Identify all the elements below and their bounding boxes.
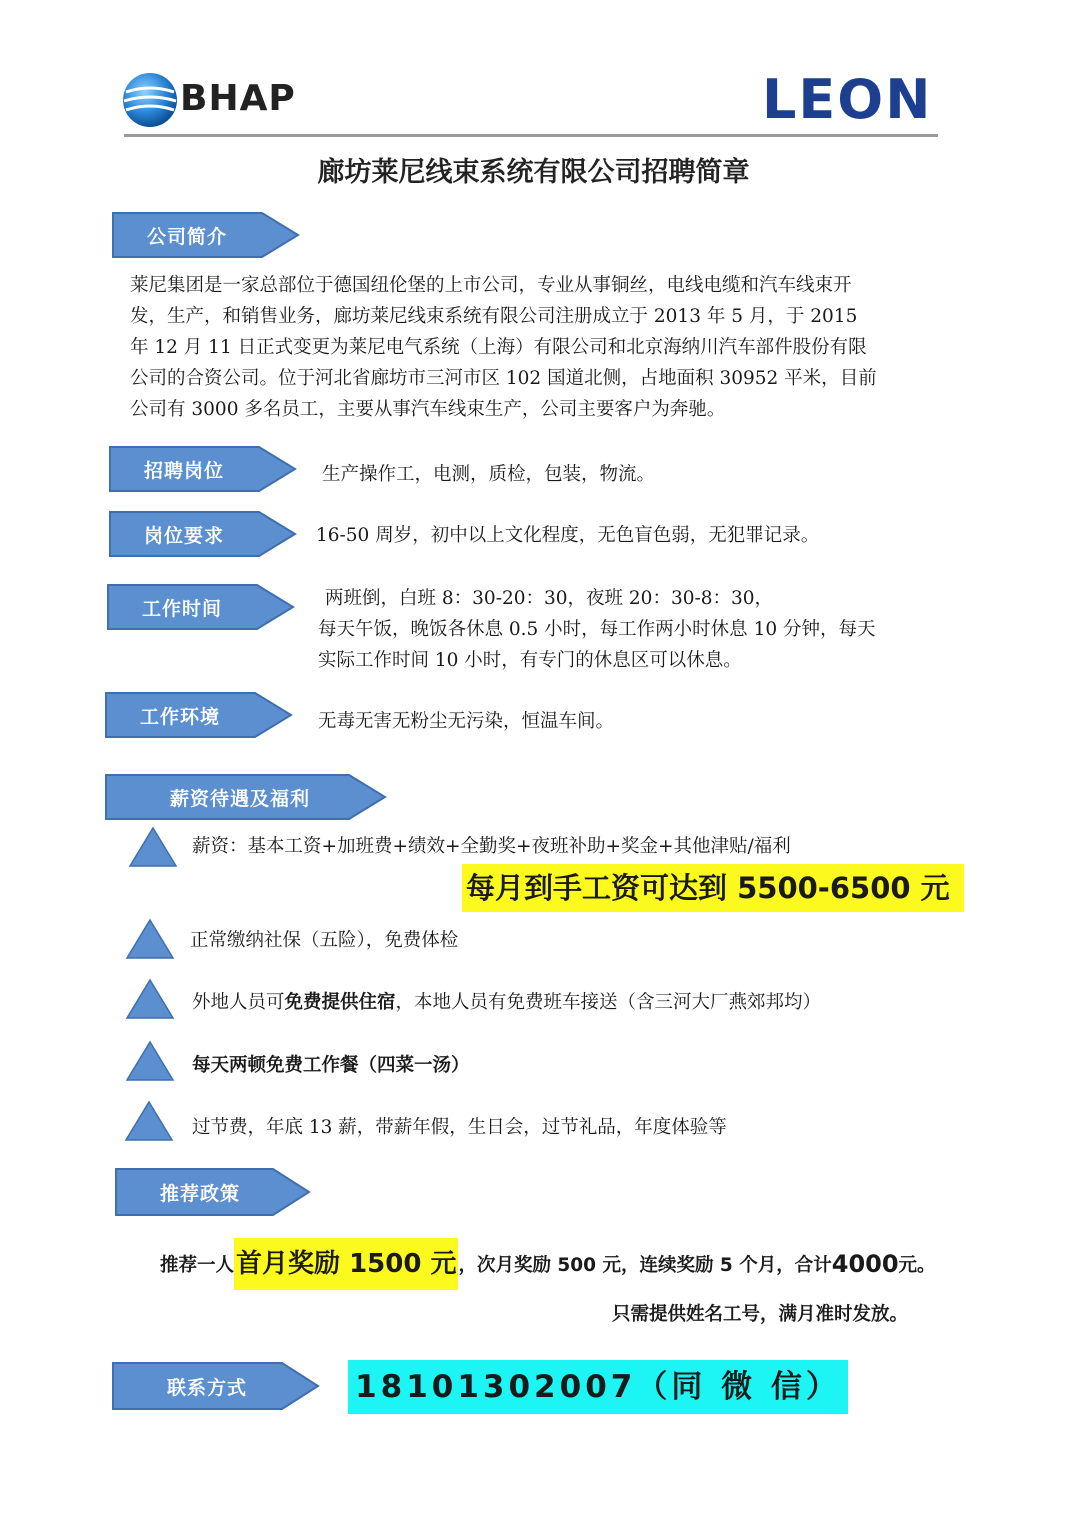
bullet-triangle-icon — [125, 978, 175, 1020]
section-label-text: 推荐政策 — [159, 1182, 240, 1205]
leon-logo-text: LEON — [762, 68, 933, 131]
bhap-logo-text: BHAP — [180, 78, 296, 119]
intro-paragraph — [130, 270, 960, 425]
housing-text — [192, 987, 821, 1018]
insurance-text: 正常缴纳社保（五险），免费体检 — [190, 930, 459, 951]
meals-text: 每天两顿免费工作餐（四菜一汤） — [192, 1055, 470, 1076]
housing-prefix: 外地人员可 — [192, 992, 285, 1013]
section-label-referral — [115, 1168, 311, 1216]
section-label-text: 薪资待遇及福利 — [169, 787, 310, 810]
page-title: 廊坊莱尼线束系统有限公司招聘简章 — [317, 157, 750, 188]
referral-line-1 — [160, 1238, 936, 1290]
hours-line: 两班倒，白班 8：30-20：30，夜班 20：30-8：30， — [325, 588, 774, 609]
section-label-text: 招聘岗位 — [143, 459, 224, 482]
environment-text: 无毒无害无粉尘无污染，恒温车间。 — [318, 711, 615, 732]
bullet-triangle-icon — [125, 1040, 175, 1082]
referral-line-2: 只需提供姓名工号，满月准时发放。 — [612, 1304, 909, 1325]
bullet-triangle-icon — [128, 826, 178, 868]
referral-highlight: 首月奖励 1500 元 — [234, 1238, 458, 1290]
bhap-globe-icon — [120, 70, 180, 130]
section-label-text: 工作时间 — [141, 597, 222, 620]
housing-suffix: ，本地人员有免费班车接送（含三河大厂燕郊邦均） — [395, 992, 822, 1013]
bullet-triangle-icon — [125, 918, 175, 960]
section-label-text: 公司简介 — [146, 225, 227, 248]
section-label-benefits — [105, 774, 387, 820]
intro-line: 年 12 月 11 日正式变更为莱尼电气系统（上海）有限公司和北京海纳川汽车部件股份有限 — [130, 337, 867, 358]
referral-prefix: 推荐一人 — [160, 1255, 235, 1276]
section-label-text: 工作环境 — [139, 705, 220, 728]
section-label-intro — [112, 212, 300, 258]
contact-phone[interactable]: 18101302007（同 微 信） — [348, 1360, 848, 1414]
referral-suffix: 元。 — [898, 1255, 936, 1276]
hours-line: 实际工作时间 10 小时，有专门的休息区可以休息。 — [318, 650, 742, 671]
hours-line: 每天午饭，晚饭各休息 0.5 小时，每工作两小时休息 10 分钟，每天 — [318, 619, 876, 640]
salary-composition-text: 薪资：基本工资+加班费+绩效+全勤奖+夜班补助+奖金+其他津贴/福利 — [192, 836, 791, 857]
section-label-text: 联系方式 — [166, 1376, 247, 1399]
requirements-text: 16-50 周岁，初中以上文化程度，无色盲色弱，无犯罪记录。 — [316, 525, 820, 546]
section-label-text: 岗位要求 — [143, 524, 224, 547]
section-label-positions — [109, 446, 297, 492]
intro-line: 莱尼集团是一家总部位于德国纽伦堡的上市公司，专业从事铜丝，电线电缆和汽车线束开 — [130, 275, 852, 296]
intro-line: 公司的合资公司。位于河北省廊坊市三河市区 102 国道北侧，占地面积 30952 平米，目前 — [130, 368, 877, 389]
positions-text: 生产操作工，电测，质检，包装，物流。 — [322, 464, 656, 485]
header-divider — [124, 134, 938, 137]
section-label-requirements — [109, 511, 297, 557]
other-benefits-text: 过节费，年底 13 薪，带薪年假，生日会，过节礼品，年度体验等 — [192, 1117, 727, 1138]
referral-total: 4000 — [831, 1250, 899, 1278]
bullet-triangle-icon — [124, 1100, 174, 1142]
section-label-hours — [107, 584, 295, 630]
section-label-environment — [105, 692, 293, 738]
hours-text — [318, 583, 948, 676]
referral-mid: ，次月奖励 500 元，连续奖励 5 个月，合计 — [458, 1255, 832, 1276]
section-label-contact — [112, 1362, 320, 1410]
salary-highlight: 每月到手工资可达到 5500-6500 元 — [462, 864, 964, 912]
intro-line: 发，生产，和销售业务，廊坊莱尼线束系统有限公司注册成立于 2013 年 5 月，于 2015 — [130, 306, 858, 327]
intro-line: 公司有 3000 多名员工，主要从事汽车线束生产，公司主要客户为奔驰。 — [130, 399, 726, 420]
housing-bold: 免费提供住宿 — [284, 992, 396, 1013]
